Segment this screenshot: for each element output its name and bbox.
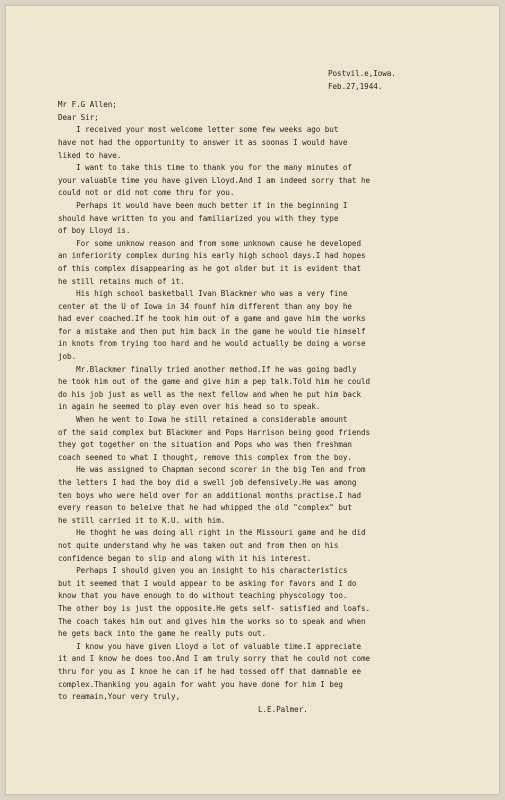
- letter-body-line: His high school basketball Ivan Blackmer who was a very fine: [58, 289, 348, 299]
- letter-salutation: Dear Sir;: [58, 112, 99, 122]
- letter-body-line: job.: [58, 352, 77, 362]
- letter-recipient: Mr F.G Allen;: [58, 100, 117, 110]
- letter-body-line: could not or did not come thru for you.: [58, 188, 235, 198]
- letter-body-line: Perhaps it would have been much better if in the beginning I: [58, 200, 348, 210]
- letter-body-line: your valuable time you have given Lloyd.And I am indeed sorry that he: [58, 175, 371, 185]
- letter-body-line: in again he seemed to play even over his head so to speak.: [58, 402, 321, 412]
- letter-text: [58, 68, 499, 716]
- letter-body-line: center at the U of Iowa in 34 founf him different than any boy he: [58, 301, 352, 311]
- letter-place: Postvil.e,Iowa.: [328, 69, 396, 78]
- letter-body-line: know that you have enough to do without teaching physcology too.: [58, 591, 348, 601]
- letter-body: [58, 124, 499, 703]
- letter-body-line: For some unknow reason and from some unknown cause he developed: [58, 238, 361, 248]
- letter-page: [6, 6, 499, 794]
- letter-body-line: confidence began to slip and along with it his interest.: [58, 553, 312, 563]
- letter-body-line: of the said complex but Blackmer and Pops Harrison being good friends: [58, 427, 371, 437]
- letter-body-line: The other boy is just the opposite.He gets self- satisfied and loafs.: [58, 603, 371, 613]
- letter-body-line: Mr.Blackmer finally tried another method.If he was going badly: [58, 364, 357, 374]
- letter-body-line: the letters I had the boy did a swell job defensively.He was among: [58, 478, 357, 487]
- letter-body-line: he still carried it to K.U. with him.: [58, 515, 226, 525]
- letter-body-line: He thoght he was doing all right in the Missouri game and he did: [58, 528, 366, 538]
- letter-body-line: When he went to Iowa he still retained a considerable amount: [58, 415, 348, 425]
- letter-body-line: The coach takes him out and gives him the works so to speak and when: [58, 616, 366, 626]
- letter-body-line: I want to take this time to thank you for the many minutes of: [58, 163, 352, 173]
- letter-body-line: do his job just as well as the next fellow and when he put him back: [58, 389, 361, 399]
- letter-signature: L.E.Palmer.: [258, 704, 308, 714]
- letter-body-line: coach seemed to what I thought, remove this complex from the boy.: [58, 452, 352, 462]
- letter-body-line: Perhaps I should given you an insight to his characteristics: [58, 566, 348, 576]
- letter-body-line: for a mistake and then put him back in the game he would tie himself: [58, 326, 366, 336]
- letter-body-line: thru for you as I knoe he can if he had tossed off that damnable ee: [58, 666, 361, 676]
- letter-body-line: complex.Thanking you again for waht you have done for him I beg: [58, 679, 343, 689]
- letter-body-line: but it seemed that I would appear to be asking for favors and I do: [58, 578, 357, 588]
- letter-body-line: of this complex disappearing as he got older but it is evident that: [58, 263, 361, 273]
- letter-body-line: ten boys who were held over for an additional months practise.I had: [58, 490, 361, 500]
- letter-body-line: have not had the opportunity to answer it as soonas I would have: [58, 137, 348, 147]
- letter-body-line: in knots from trying too hard and he would actually be doing a worse: [58, 339, 366, 349]
- letter-body-line: He was assigned to Chapman second scorer in the big Ten and from: [58, 465, 366, 475]
- letter-body-line: of boy Lloyd is.: [58, 226, 131, 236]
- letter-body-line: I know you have given Lloyd a lot of valuable time.I appreciate: [58, 641, 361, 651]
- letter-body-line: they got together on the situation and Pops who was then freshman: [58, 440, 352, 450]
- letter-body-line: it and I know he does too.And I am truly sorry that he could not come: [58, 654, 371, 664]
- letter-body-line: he still retains much of it.: [58, 276, 185, 286]
- letter-body-line: an inferiority complex during his early high school days.I had hopes: [58, 251, 366, 261]
- letter-body-line: every reason to beleive that he had whipped the old "complex" but: [58, 503, 352, 513]
- letter-body-line: not quite understand why he was taken out and from then on his: [58, 540, 339, 550]
- letter-body-line: liked to have.: [58, 150, 122, 160]
- letter-body-line: I received your most welcome letter some few weeks ago but: [58, 125, 339, 135]
- letter-body-line: he gets back into the game he really puts out.: [58, 629, 267, 639]
- letter-body-line: had ever coached.If he took him out of a game and gave him the works: [58, 314, 366, 324]
- letter-body-line: to reamain,Your very truly,: [58, 692, 181, 702]
- letter-body-line: he took him out of the game and give him a pep talk.Told him he could: [58, 377, 371, 387]
- letter-body-line: should have written to you and familiarized you with they type: [58, 213, 339, 223]
- letter-date: Feb.27,1944.: [328, 81, 383, 91]
